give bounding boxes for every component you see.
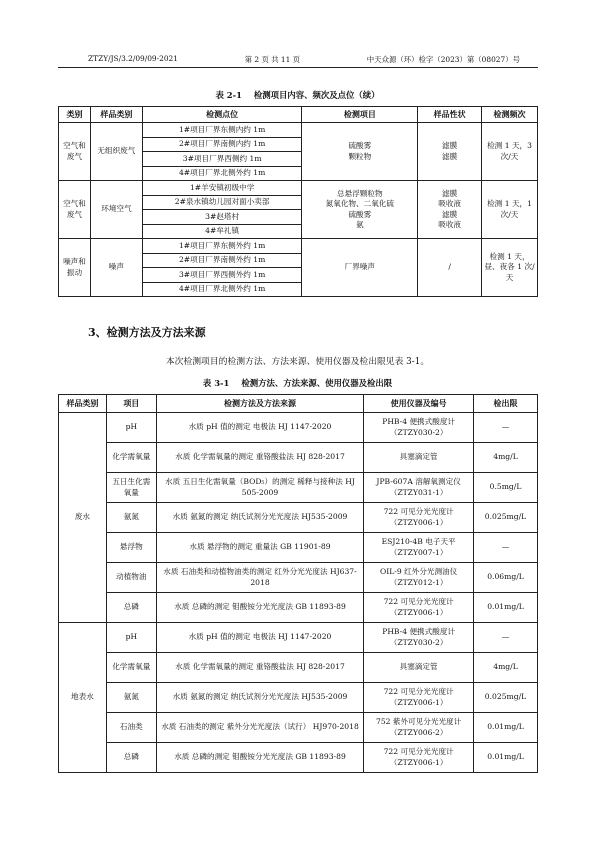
state-text: / — [448, 262, 451, 272]
state-cell — [418, 181, 482, 239]
frequency-cell: 检测 1 天，昼、夜各 1 次/天 — [482, 239, 538, 297]
items-cell — [302, 181, 418, 239]
category-cell: 空气和废气 — [59, 181, 91, 239]
state-text: 滤膜 — [442, 209, 458, 219]
method-cell: 水质 氨氮的测定 纳氏试剂分光光度法 HJ535-2009 — [156, 503, 363, 533]
state-cell — [418, 239, 482, 297]
limit-cell: 0.06mg/L — [474, 563, 538, 593]
section-paragraph: 本次检测项目的检测方法、方法来源、使用仪器及检出限见表 3-1。 — [165, 357, 430, 367]
table-row — [59, 503, 538, 533]
table-3-1-caption — [0, 377, 595, 389]
item-cell: 化学需氧量 — [106, 653, 156, 683]
item-cell: 总磷 — [106, 743, 156, 773]
limit-cell: 4mg/L — [474, 443, 538, 473]
table-title: 检测方法、方法来源、使用仪器及检出限 — [241, 378, 393, 388]
table-2-1 — [58, 106, 538, 297]
table-row — [59, 443, 538, 473]
limit-cell: 0.025mg/L — [474, 503, 538, 533]
point-cell: 2#泉水镇幼儿园对面小卖部 — [142, 195, 302, 210]
sample-type-cell: 无组织废气 — [90, 123, 142, 181]
doc-code: ZTZY/JS/3.2/09/09-2021 — [88, 54, 178, 63]
point-cell: 4#牟礼镇 — [142, 224, 302, 239]
item-cell: 氨氮 — [106, 683, 156, 713]
table-row — [59, 123, 538, 138]
method-cell: 水质 pH 值的测定 电极法 HJ 1147-2020 — [156, 413, 363, 443]
item-text: 硫酸雾 — [348, 141, 372, 151]
item-cell: 总磷 — [106, 593, 156, 623]
method-cell: 水质 五日生化需氧量（BOD₅）的测定 稀释与接种法 HJ 505-2009 — [156, 473, 363, 503]
limit-cell: 0.01mg/L — [474, 593, 538, 623]
item-cell: 悬浮物 — [106, 533, 156, 563]
instrument-cell: PHB-4 便携式酸度计（ZTZY030-2） — [364, 413, 474, 443]
method-cell: 水质 石油类的测定 紫外分光光度法（试行） HJ970-2018 — [156, 713, 363, 743]
state-text: 滤膜 — [442, 189, 458, 198]
table-row — [59, 563, 538, 593]
column-header: 项目 — [106, 395, 156, 413]
method-cell: 水质 总磷的测定 钼酸铵分光光度法 GB 11893-89 — [156, 743, 363, 773]
table-header-row — [59, 395, 538, 413]
item-text: 颗粒物 — [348, 151, 372, 161]
instrument-cell: JPB-607A 溶解氧测定仪（ZTZY031-1） — [364, 473, 474, 503]
category-cell: 空气和废气 — [59, 123, 91, 181]
state-cell — [418, 123, 482, 181]
table-row — [59, 683, 538, 713]
point-cell: 4#项目厂界北侧外约 1m — [142, 166, 302, 181]
report-number: 中天众源（环）检字（2023）第（08027）号 — [366, 55, 520, 64]
point-cell: 1#项目厂界东侧外约 1m — [142, 239, 302, 254]
table-label: 表 3-1 — [202, 378, 230, 388]
column-header: 样品性状 — [418, 107, 482, 123]
instrument-cell: ESJ210-4B 电子天平（ZTZY007-1） — [364, 533, 474, 563]
method-cell: 水质 石油类和动植物油类的测定 红外分光光度法 HJ637-2018 — [156, 563, 363, 593]
table-title: 检测项目内容、频次及点位（续） — [253, 90, 380, 100]
item-text: 硫酸雾 — [348, 209, 372, 219]
table-3-1 — [58, 394, 538, 773]
column-header: 检测点位 — [142, 107, 302, 123]
column-header: 检测频次 — [482, 107, 538, 123]
instrument-cell: 722 可见分光光度计（ZTZY006-1） — [364, 593, 474, 623]
point-cell: 4#项目厂界北侧外约 1m — [142, 282, 302, 297]
column-header: 样品类别 — [90, 107, 142, 123]
table-label: 表 2-1 — [215, 90, 242, 100]
column-header: 检测方法及方法来源 — [156, 395, 363, 413]
limit-cell: — — [474, 413, 538, 443]
item-text: 氨 — [356, 219, 364, 229]
item-cell: pH — [106, 413, 156, 443]
instrument-cell: PHB-4 便携式酸度计（ZTZY030-2） — [364, 623, 474, 653]
instrument-cell: 具塞滴定管 — [364, 653, 474, 683]
method-cell: 水质 总磷的测定 钼酸铵分光光度法 GB 11893-89 — [156, 593, 363, 623]
limit-cell: 0.01mg/L — [474, 713, 538, 743]
item-cell: pH — [106, 623, 156, 653]
method-cell: 水质 化学需氧量的测定 重铬酸盐法 HJ 828-2017 — [156, 653, 363, 683]
sample-type-cell: 环境空气 — [90, 181, 142, 239]
limit-cell: 4mg/L — [474, 653, 538, 683]
header-rule — [58, 67, 538, 68]
point-cell: 1#羊安镇初级中学 — [142, 181, 302, 196]
column-header: 使用仪器及编号 — [364, 395, 474, 413]
limit-cell: 0.5mg/L — [474, 473, 538, 503]
category-cell: 噪声和振动 — [59, 239, 91, 297]
column-header: 检测项目 — [302, 107, 418, 123]
instrument-cell: 722 可见分光光度计（ZTZY006-1） — [364, 743, 474, 773]
table-row — [59, 239, 538, 254]
section-heading: 3、检测方法及方法来源 — [88, 326, 206, 339]
point-cell: 3#项目厂界西侧外约 1m — [142, 268, 302, 283]
category-cell: 废水 — [59, 413, 107, 623]
item-text: 氮氧化物、二氧化硫 — [325, 199, 394, 209]
frequency-cell: 检测 1 天，1 次/天 — [482, 181, 538, 239]
item-cell: 化学需氧量 — [106, 443, 156, 473]
items-cell — [302, 123, 418, 181]
item-cell: 动植物油 — [106, 563, 156, 593]
category-cell: 地表水 — [59, 623, 107, 773]
table-row — [59, 713, 538, 743]
table-2-1-caption — [0, 89, 595, 101]
item-text: 总悬浮颗粒物 — [337, 189, 383, 198]
instrument-cell: 722 可见分光光度计（ZTZY006-1） — [364, 683, 474, 713]
method-cell: 水质 悬浮物的测定 重量法 GB 11901-89 — [156, 533, 363, 563]
limit-cell: — — [474, 623, 538, 653]
table-row — [59, 593, 538, 623]
point-cell: 2#项目厂界南侧内约 1m — [142, 137, 302, 152]
column-header: 检出限 — [474, 395, 538, 413]
sample-type-cell: 噪声 — [90, 239, 142, 297]
column-header: 样品类别 — [59, 395, 107, 413]
instrument-cell: 具塞滴定管 — [364, 443, 474, 473]
point-cell: 1#项目厂界东侧内约 1m — [142, 123, 302, 138]
table-row — [59, 181, 538, 196]
point-cell: 3#项目厂界西侧约 1m — [142, 152, 302, 167]
column-header: 类别 — [59, 107, 91, 123]
items-cell — [302, 239, 418, 297]
method-cell: 水质 pH 值的测定 电极法 HJ 1147-2020 — [156, 623, 363, 653]
page-header — [88, 54, 520, 65]
table-row — [59, 413, 538, 443]
state-text: 滤膜 — [442, 151, 458, 161]
limit-cell: 0.025mg/L — [474, 683, 538, 713]
limit-cell: — — [474, 533, 538, 563]
table-row — [59, 473, 538, 503]
point-cell: 3#赵塔村 — [142, 210, 302, 225]
table-row — [59, 623, 538, 653]
point-cell: 2#项目厂界南侧外约 1m — [142, 253, 302, 268]
item-text: 厂界噪声 — [344, 262, 376, 272]
instrument-cell: OIL-9 红外分光测油仪（ZTZY012-1） — [364, 563, 474, 593]
state-text: 滤膜 — [442, 141, 458, 151]
state-text: 吸收液 — [438, 199, 462, 209]
item-cell: 石油类 — [106, 713, 156, 743]
limit-cell: 0.01mg/L — [474, 743, 538, 773]
item-cell: 氨氮 — [106, 503, 156, 533]
frequency-cell: 检测 1 天，3 次/天 — [482, 123, 538, 181]
table-row — [59, 533, 538, 563]
instrument-cell: 722 可见分光光度计（ZTZY006-1） — [364, 503, 474, 533]
item-cell: 五日生化需氧量 — [106, 473, 156, 503]
method-cell: 水质 化学需氧量的测定 重铬酸盐法 HJ 828-2017 — [156, 443, 363, 473]
table-row — [59, 743, 538, 773]
instrument-cell: 752 紫外可见分光光度计（ZTZY006-2） — [364, 713, 474, 743]
table-row — [59, 653, 538, 683]
table-header-row — [59, 107, 538, 123]
method-cell: 水质 氨氮的测定 纳氏试剂分光光度法 HJ535-2009 — [156, 683, 363, 713]
state-text: 吸收液 — [438, 219, 462, 229]
page-number: 第 2 页 共 11 页 — [244, 55, 301, 64]
